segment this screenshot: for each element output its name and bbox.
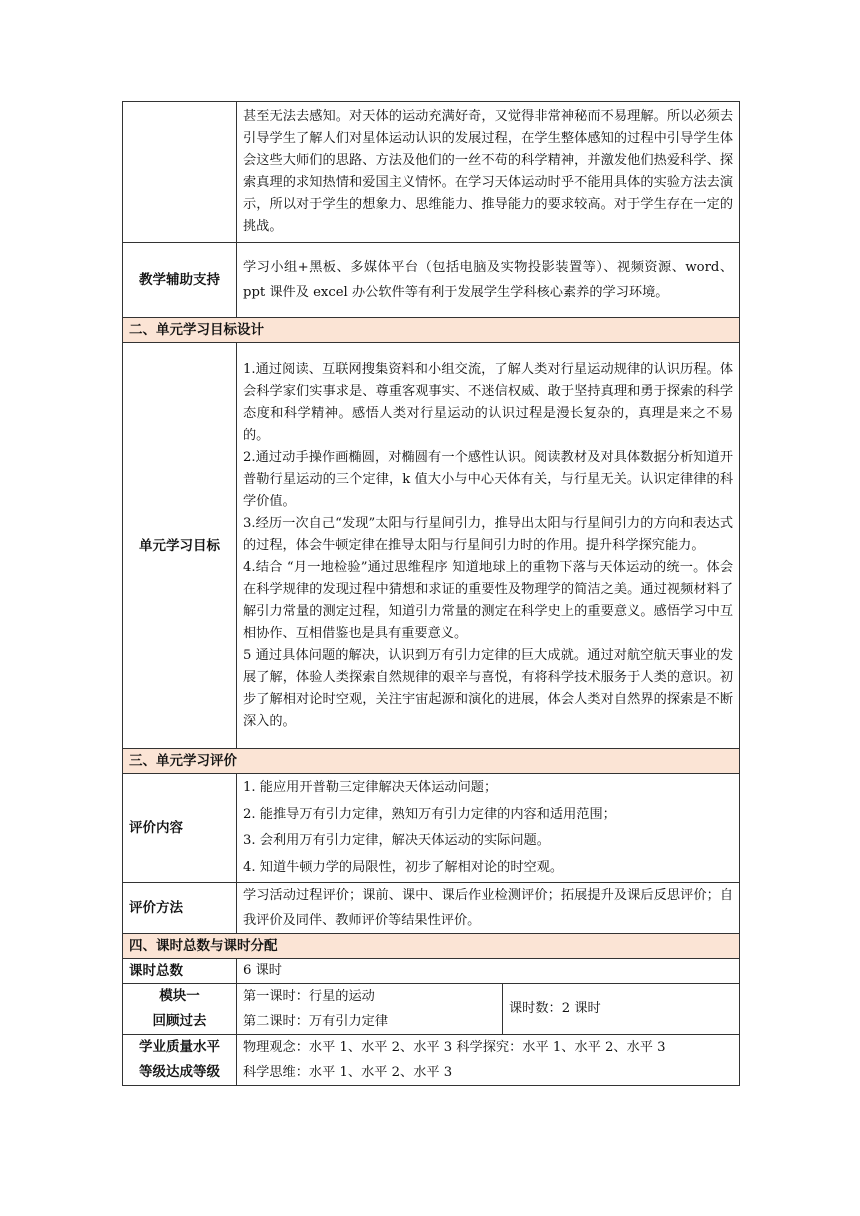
support-text: 学习小组+黑板、多媒体平台（包括电脑及实物投影装置等）、视频资源、word、ppt 课件及 excel 办公软件等有利于发展学生学科核心素养的学习环境。 <box>243 259 734 300</box>
goal-item-2: 2.通过动手操作画椭圆，对椭圆有一个感性认识。阅读教材及对具体数据分析知道开普勒行星运动的三个定律，k 值大小与中心天体有关，与行星无关。认识定律律的科学价值。 <box>243 449 734 509</box>
quality-line-2: 科学思维：水平 1、水平 2、水平 3 <box>243 1065 453 1080</box>
section2-heading: 二、单元学习目标设计 <box>123 318 740 343</box>
section3-row <box>123 749 740 774</box>
goal-item-5: 5 通过具体问题的解决，认识到万有引力定律的巨大成就。通过对航空航天事业的发展了解，体验人类探索自然规律的艰辛与喜悦，有将科学技术服务于人类的意识。初步了解相对论时空观，关注宇宙起源和演化的进展，体会人类对自然界的探索是不断深入的。 <box>243 647 734 729</box>
eval-method-text: 学习活动过程评价；课前、课中、课后作业检测评价；拓展提升及课后反思评价；自我评价及同伴、教师评价等结果性评价。 <box>243 888 734 928</box>
quality-label-line2: 等级达成等级 <box>139 1064 220 1080</box>
quality-label <box>123 1035 237 1086</box>
section2-row <box>123 318 740 343</box>
lesson-1: 第一课时：行星的运动 <box>243 989 375 1004</box>
module1-hours: 课时数：2 课时 <box>503 984 740 1035</box>
module1-lessons <box>237 984 503 1035</box>
support-text-cell <box>237 243 740 318</box>
eval-item-3: 3. 会利用万有引力定律，解决天体运动的实际问题。 <box>243 833 550 848</box>
intro-row <box>123 102 740 243</box>
total-label: 课时总数 <box>123 959 237 984</box>
eval-item-2: 2. 能推导万有引力定律，熟知万有引力定律的内容和适用范围； <box>243 806 616 822</box>
eval-content-cell <box>237 774 740 883</box>
goal-item-3: 3.经历一次自己“发现”太阳与行星间引力，推导出太阳与行星间引力的方向和表达式的过程，体会牛顿定律在推导太阳与行星间引力时的作用。提升科学探究能力。 <box>243 515 734 553</box>
goals-text-cell <box>237 343 740 749</box>
quality-label-line1: 学业质量水平 <box>139 1039 220 1055</box>
quality-levels <box>237 1035 740 1086</box>
intro-text: 甚至无法去感知。对天体的运动充满好奇，又觉得非常神秘而不易理解。所以必须去引导学生了解人们对星体运动认识的发展过程，在学生整体感知的过程中引导学生体会这些大师们的思路、方法及他们的一丝不苟的科学精神，并激发他们热爱科学、探索真理的求知热情和爱国主义情怀。在学习天体运动时乎不能用具体的实验方法去演示，所以对于学生的想象力、思维能力、推导能力的要求较高。对于学生存在一定的挑战。 <box>243 109 734 234</box>
quality-line-1: 物理观念：水平 1、水平 2、水平 3 科学探究：水平 1、水平 2、水平 3 <box>243 1040 666 1055</box>
eval-method-row <box>123 883 740 934</box>
total-row <box>123 959 740 984</box>
eval-method-cell <box>237 883 740 934</box>
eval-item-1: 1. 能应用开普勒三定律解决天体运动问题； <box>243 780 498 795</box>
section4-heading: 四、课时总数与课时分配 <box>123 934 740 959</box>
goals-label: 单元学习目标 <box>123 343 237 749</box>
module1-label-line2: 回顾过去 <box>152 1013 207 1029</box>
goal-item-1: 1.通过阅读、互联网搜集资料和小组交流，了解人类对行星运动规律的认识历程。体会科学家们实事求是、尊重客观事实、不迷信权威、敢于坚持真理和勇于探索的科学态度和科学精神。感悟人类对行星运动的认识过程是漫长复杂的，真理是来之不易的。 <box>243 361 734 443</box>
eval-method-label: 评价方法 <box>123 883 237 934</box>
module1-row <box>123 984 740 1035</box>
support-row <box>123 243 740 318</box>
section3-heading: 三、单元学习评价 <box>123 749 740 774</box>
unit-plan-table <box>122 101 740 1086</box>
eval-content-label: 评价内容 <box>123 774 237 883</box>
module1-label <box>123 984 237 1035</box>
intro-text-cell <box>237 102 740 243</box>
goal-item-4: 4.结合 “月一地检验”通过思维程序 知道地球上的重物下落与天体运动的统一。体会在科学规律的发现过程中猜想和求证的重要性及物理学的简洁之美。通过视频材料了解引力常量的测定过程，知道引力常量的测定在科学史上的重要意义。感悟学习中互相协作、互相借鉴也是具有重要意义。 <box>243 559 734 641</box>
support-label: 教学辅助支持 <box>123 243 237 318</box>
module1-label-line1: 模块一 <box>159 988 200 1004</box>
intro-empty-label <box>123 102 237 243</box>
eval-content-row <box>123 774 740 883</box>
section4-row <box>123 934 740 959</box>
lesson-2: 第二课时：万有引力定律 <box>243 1014 389 1029</box>
total-value: 6 课时 <box>237 959 740 984</box>
goals-row <box>123 343 740 749</box>
eval-item-4: 4. 知道牛顿力学的局限性，初步了解相对论的时空观。 <box>243 859 564 875</box>
quality-row <box>123 1035 740 1086</box>
